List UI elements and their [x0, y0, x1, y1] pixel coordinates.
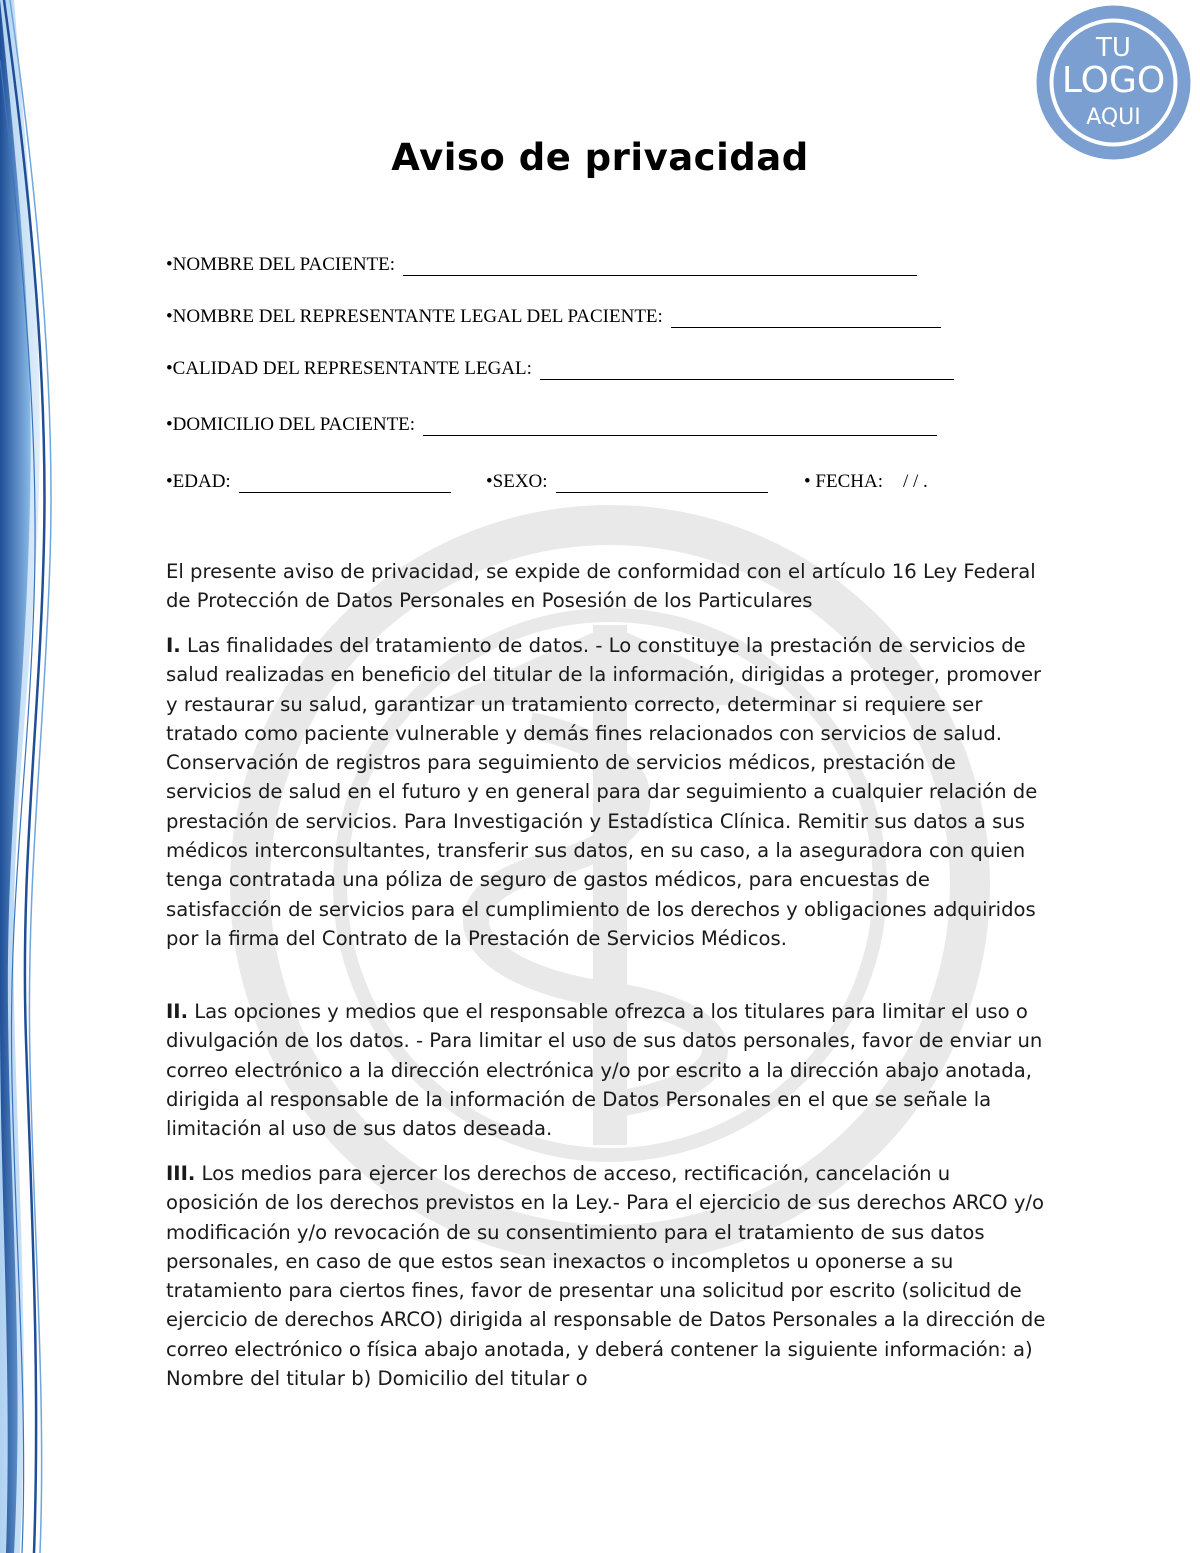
- field-date: [804, 470, 928, 494]
- intro-paragraph: El presente aviso de privacidad, se expide de conformidad con el artículo 16 Ley Federal de Protección de Datos Personales en Posesión de los Particulares: [166, 560, 1036, 613]
- svg-text:AQUI: AQUI: [1086, 105, 1141, 130]
- blank-line[interactable]: [423, 413, 937, 436]
- section-3-paragraph: [166, 1159, 1046, 1393]
- decorative-ribbon: [0, 0, 70, 1553]
- section-text: Las opciones y medios que el responsable ofrezca a los titulares para limitar el uso o divulgación de los datos. - Para limitar el uso de sus datos personales, favor de enviar un correo electrónico a la dirección electrónica y/o por escrito a la dirección abajo anotada, dirigida al responsable de la información de Datos Personales en el que se señale la limitación al uso de sus datos deseada.: [166, 1000, 1043, 1141]
- blank-line[interactable]: [556, 470, 768, 493]
- section-numeral: I.: [166, 634, 181, 657]
- blank-line[interactable]: [671, 305, 941, 328]
- blank-line[interactable]: [239, 470, 451, 493]
- field-label: • FECHA:: [804, 471, 883, 492]
- section-2-paragraph: [166, 997, 1046, 1143]
- field-legal-rep-quality: [166, 357, 954, 381]
- blank-line[interactable]: [403, 253, 917, 276]
- field-label: •NOMBRE DEL REPRESENTANTE LEGAL DEL PACIENTE:: [166, 306, 663, 327]
- field-label: •EDAD:: [166, 471, 231, 492]
- field-label: •DOMICILIO DEL PACIENTE:: [166, 414, 416, 435]
- section-numeral: II.: [166, 1000, 189, 1023]
- field-label: •CALIDAD DEL REPRESENTANTE LEGAL:: [166, 358, 532, 379]
- field-sex: [486, 470, 768, 494]
- section-text: Los medios para ejercer los derechos de acceso, rectificación, cancelación u oposición de los derechos previstos en la Ley.- Para el ejercicio de sus derechos ARCO y/o modificación y/o revocación de su consentimiento para el tratamiento de sus datos personales, en caso de que estos sean inexactos o incompletos u oponerse a su tratamiento para ciertos fines, favor de presentar una solicitud por escrito (solicitud de ejercicio de derechos ARCO) dirigida al responsable de Datos Personales a la dirección de correo electrónico o física abajo anotada, y deberá contener la siguiente información: a) Nombre del titular b) Domicilio del titular o: [166, 1162, 1046, 1391]
- field-legal-rep-name: [166, 305, 941, 329]
- field-patient-address: [166, 413, 937, 437]
- section-text: Las finalidades del tratamiento de datos. - Lo constituye la prestación de servicios de salud realizadas en beneficio del titular de la información, dirigidas a proteger, promover y restaurar su salud, garantizar un tratamiento correcto, determinar si requiere ser tratado como paciente vulnerable y demás fines relacionados con servicios de salud. Conservación de registros para seguimiento de servicios médicos, prestación de servicios de salud en el futuro y en general para dar seguimiento a cualquier relación de prestación de servicios. Para Investigación y Estadística Clínica. Remitir sus datos a sus médicos interconsultantes, transferir sus datos, en su caso, a la aseguradora con quien tenga contratada una póliza de seguro de gastos médicos, para encuestas de satisfacción de servicios para el cumplimiento de los derechos y obligaciones adquiridos por la firma del Contrato de la Prestación de Servicios Médicos.: [166, 634, 1042, 950]
- document-title: Aviso de privacidad: [391, 136, 809, 179]
- section-numeral: III.: [166, 1162, 196, 1185]
- field-label: •SEXO:: [486, 471, 548, 492]
- field-label: •NOMBRE DEL PACIENTE:: [166, 254, 396, 275]
- blank-line[interactable]: [540, 357, 954, 380]
- svg-text:LOGO: LOGO: [1061, 60, 1166, 101]
- date-slashes[interactable]: / / .: [902, 471, 928, 492]
- field-age: [166, 470, 451, 494]
- section-1-paragraph: [166, 631, 1046, 953]
- field-patient-name: [166, 253, 917, 277]
- svg-text:TU: TU: [1096, 33, 1131, 63]
